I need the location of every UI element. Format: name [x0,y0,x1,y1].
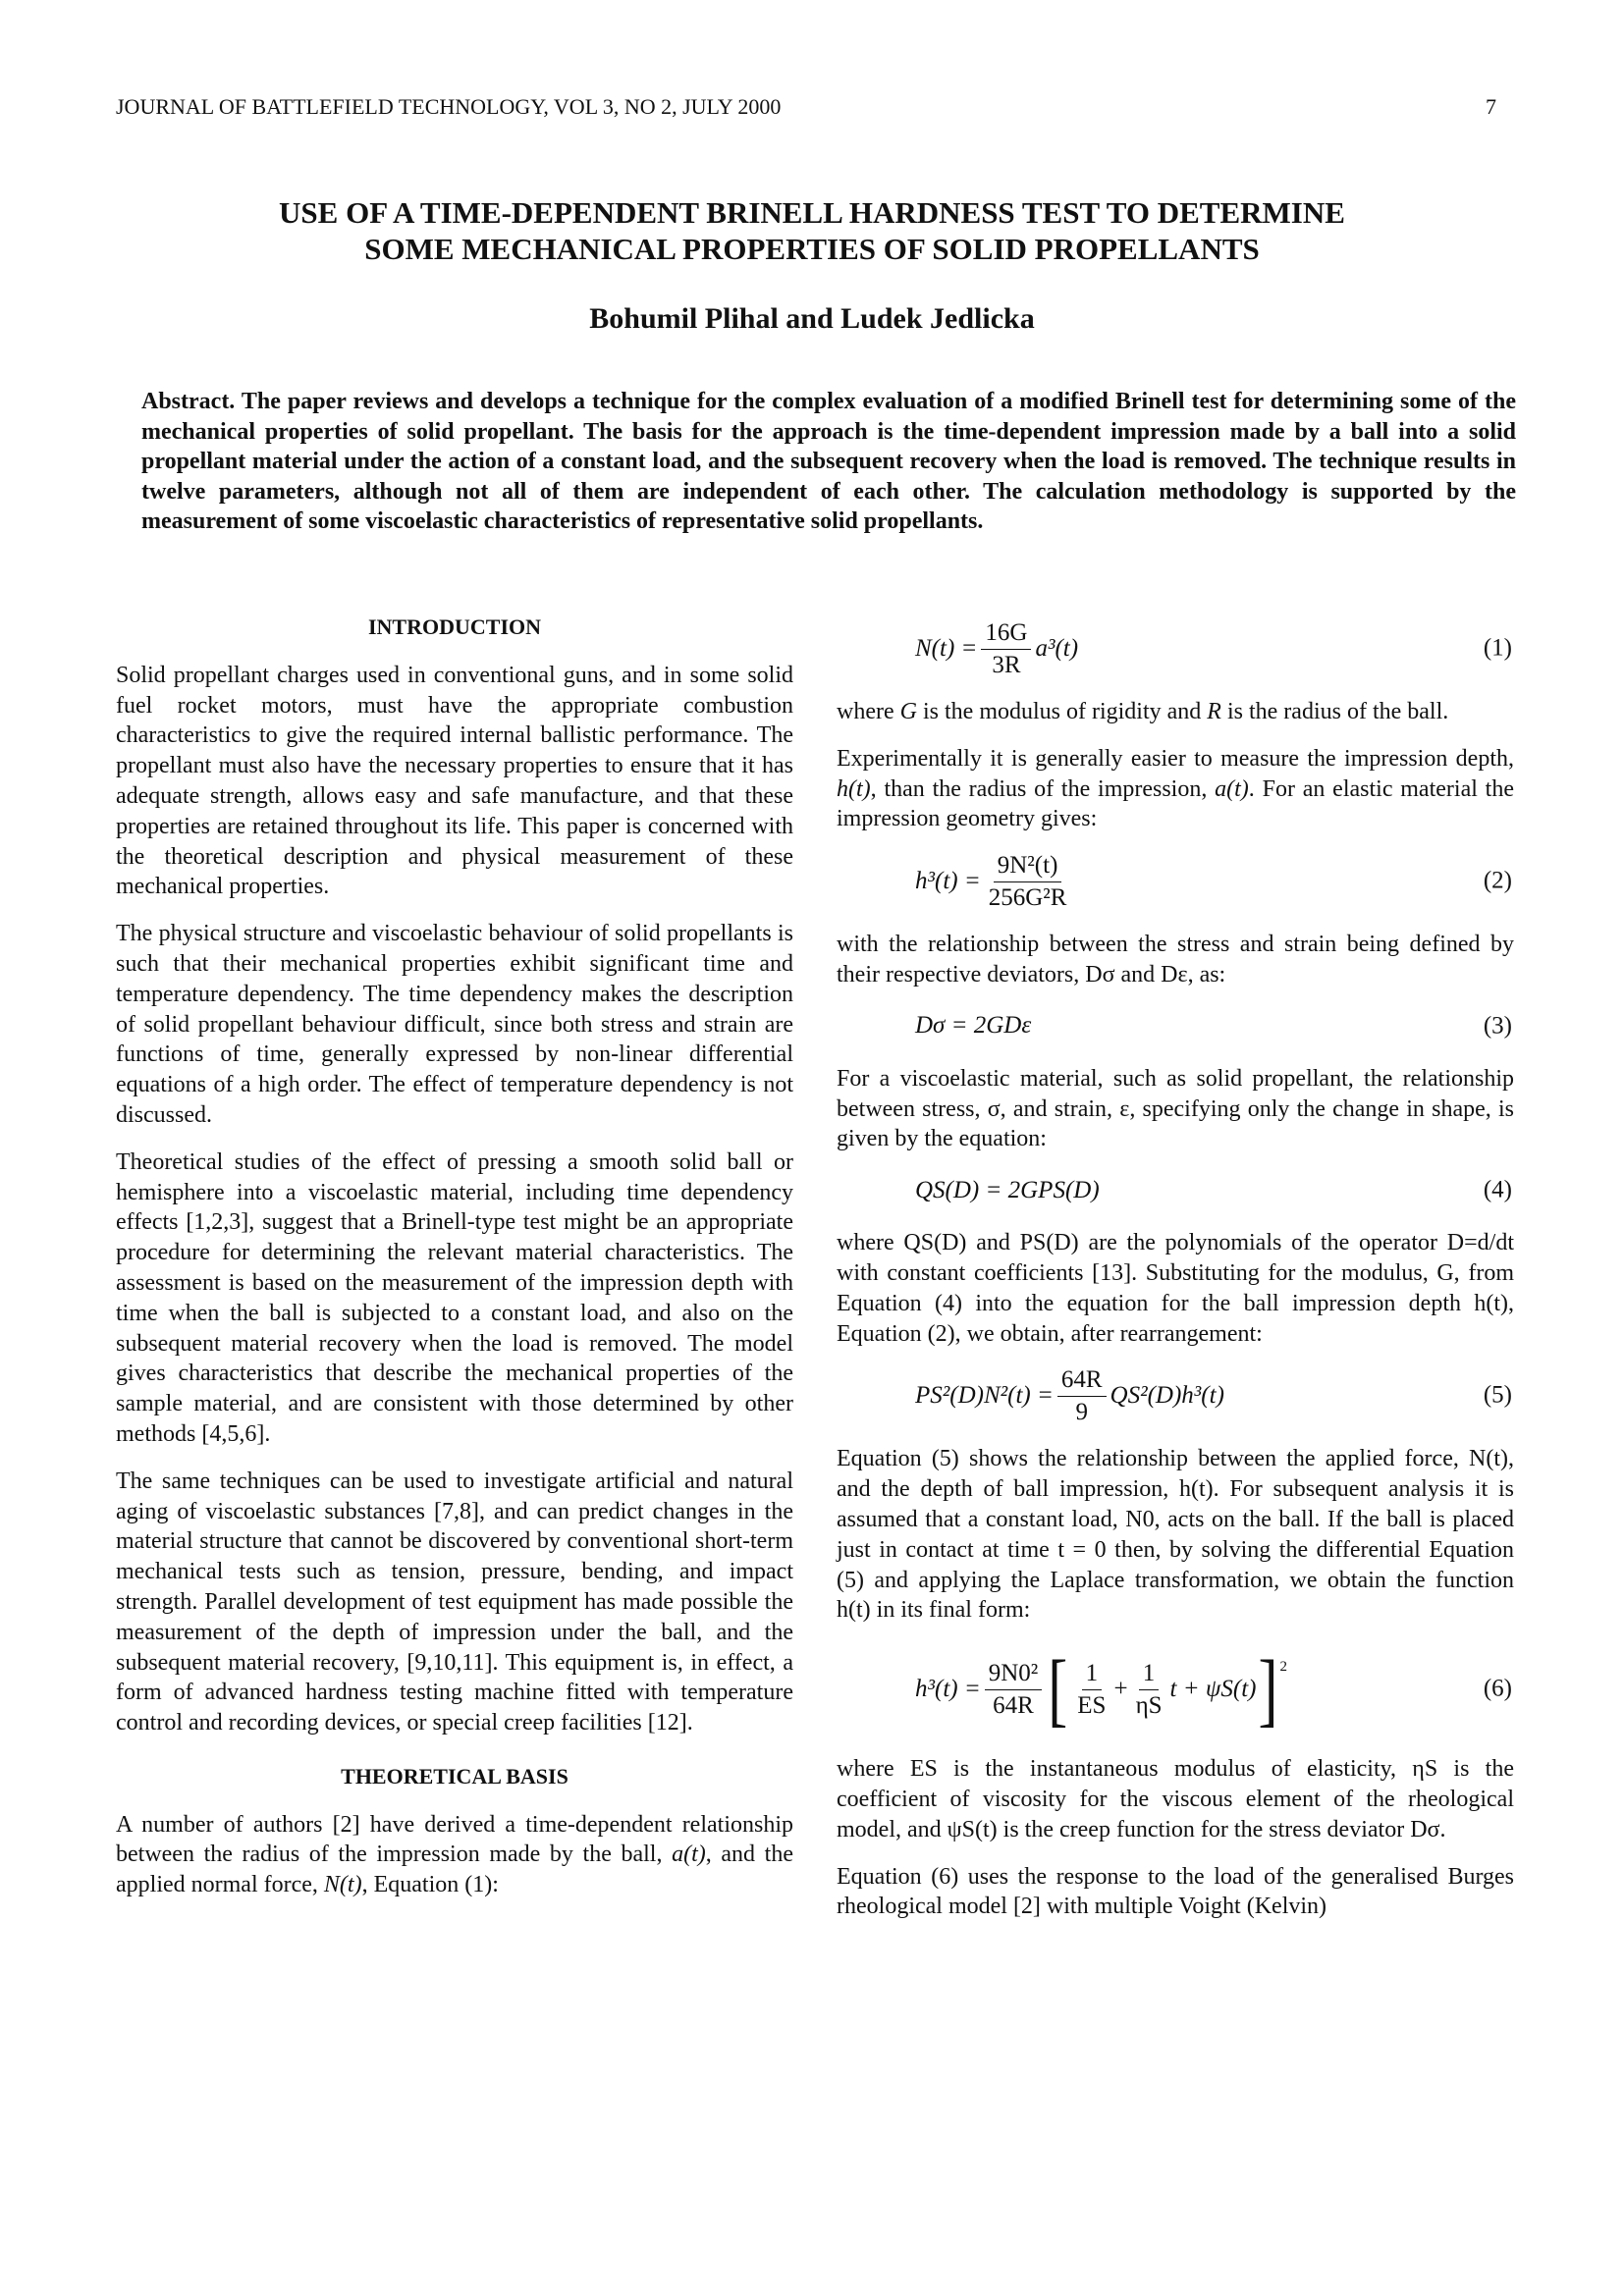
paragraph: where QS(D) and PS(D) are the polynomials of the operator D=d/dt with constant coefficients [13]. Substituting for the modulus, G, from Equation (4) into the equation for the ball impression depth h(t), Equation (2), we obtain, after rearrangement: [837,1230,1514,1347]
paragraph: where ES is the instantaneous modulus of elasticity, ηS is the coefficient of viscosity for the viscous element of the rheological model, and ψS(t) is the creep function for the stress deviator Dσ. [837,1756,1514,1842]
section-heading-introduction: INTRODUCTION [367,614,542,639]
equation-number: (1) [1483,634,1512,662]
paragraph: The physical structure and viscoelastic behaviour of solid propellants is such that their mechanical properties exhibit significant time and temperature dependency. The time dependency makes the description of solid propellant behaviour difficult, since both stress and strain are functions of time, generally expressed by non-linear differential equations of a high order. The effect of temperature dependency is not discussed. [116,921,793,1128]
paragraph: Theoretical studies of the effect of pressing a smooth solid ball or hemisphere into a viscoelastic material, including time dependency effects [1,2,3], suggest that a Brinell-type test might be an appropriate procedure for determining the relevant material characteristics. The assessment is based on the measurement of the impression depth with time when the ball is subjected to a constant load, and also on the subsequent material recovery when the load is removed. The model gives characteristics that describe the mechanical properties of the sample material, and are consistent with those determined by other methods [4,5,6]. [116,1148,793,1447]
equation-2: h³(t) = $\frac{\text{9N²(t)}}{\text{256G²R}}$ (2) [915,851,1512,911]
page-number: 7 [1486,94,1496,119]
title-line-2: SOME MECHANICAL PROPERTIES OF SOLID PROPELLANTS [364,232,1260,266]
equation-5: PS²(D)N²(t) = $\frac{64R}{9}$ QS²(D)h³(t) (5) [915,1365,1512,1425]
equation-number: (2) [1483,867,1512,894]
paper-title [0,194,1624,267]
running-header [116,94,1508,124]
paragraph: A number of authors [2] have derived a time-dependent relationship between the radius of the impression made by the ball, a(t), and the applied normal force, N(t), Equation (1): [116,1811,793,1898]
paragraph: Experimentally it is generally easier to measure the impression depth, h(t), than the radius of the impression, a(t). For an elastic material the impression geometry gives: [837,745,1514,832]
equation-6: h³(t) = $\frac{\text{9N0²}}{64R}$ [ $\frac{1}{ES}$ + $\frac{1}{\eta S}$ t + ψS(t) ] $^2$ (6) [915,1643,1512,1735]
equation-1: N(t) = $\frac{16G}{3R}$ a³(t) (1) [915,618,1512,678]
left-column [116,613,793,1917]
paragraph: with the relationship between the stress and strain being defined by their respective deviators, Dσ and Dε, as: [837,932,1514,988]
title-line-1: USE OF A TIME-DEPENDENT BRINELL HARDNESS TEST TO DETERMINE [279,195,1345,230]
equation-3: Dσ = 2GDε (3) [837,1007,1514,1046]
right-column [837,613,1514,1939]
paragraph: Solid propellant charges used in conventional guns, and in some solid fuel rocket motors, must have the appropriate combustion characteristics to give the required internal ballistic performance. The propellant must also have the necessary properties to ensure that it has adequate strength, allows easy and safe manufacture, and that these properties are retained throughout its life. This paper is concerned with the theoretical description and physical measurement of these mechanical properties. [116,662,793,900]
authors: Bohumil Plihal and Ludek Jedlicka [589,302,1035,335]
paragraph: The same techniques can be used to investigate artificial and natural aging of viscoelastic substances [7,8], and can predict changes in the material structure that cannot be discovered by conventional short-term mechanical tests such as tension, pressure, bending, and impact strength. Parallel development of test equipment has made possible the measurement of the depth of impression under the ball, and the subsequent material recovery, [9,10,11]. This equipment is, in effect, a form of advanced hardness testing machine fitted with temperature control and recording devices, or special creep facilities [12]. [116,1468,793,1736]
equation-number: (3) [1483,1012,1512,1040]
paragraph: For a viscoelastic material, such as solid propellant, the relationship between stress, σ, and strain, ε, specifying only the change in shape, is given by the equation: [837,1065,1514,1152]
section-heading-theoretical-basis: THEORETICAL BASIS [341,1763,568,1789]
equation-number: (4) [1483,1176,1512,1203]
equation-4: QS(D) = 2GPS(D) (4) [837,1171,1514,1210]
equation-number: (6) [1483,1675,1512,1702]
paragraph: where G is the modulus of rigidity and R is the radius of the ball. [837,699,1449,724]
equation-number: (5) [1483,1381,1512,1409]
paragraph: Equation (5) shows the relationship between the applied force, N(t), and the depth of ball impression, h(t). For subsequent analysis it is assumed that a constant load, N0, acts on the ball. If the ball is placed just in contact at time t = 0 then, by solving the differential Equation (5) and applying the Laplace transformation, we obtain the function h(t) in its final form: [837,1446,1514,1624]
abstract: Abstract. The paper reviews and develops a technique for the complex evaluation of a modified Brinell test for determining some of the mechanical properties of solid propellant. The basis for the approach is the time-dependent impression made by a ball into a solid propellant material under the action of a constant load, and the subsequent recovery when the load is removed. The technique results in twelve parameters, although not all of them are independent of each other. The calculation methodology is supported by the measurement of some viscoelastic characteristics of representative solid propellants. [141,389,1516,534]
journal-name: JOURNAL OF BATTLEFIELD TECHNOLOGY, VOL 3, NO 2, JULY 2000 [116,94,782,119]
paragraph: Equation (6) uses the response to the load of the generalised Burges rheological model [2] with multiple Voight (Kelvin) [837,1863,1514,1920]
